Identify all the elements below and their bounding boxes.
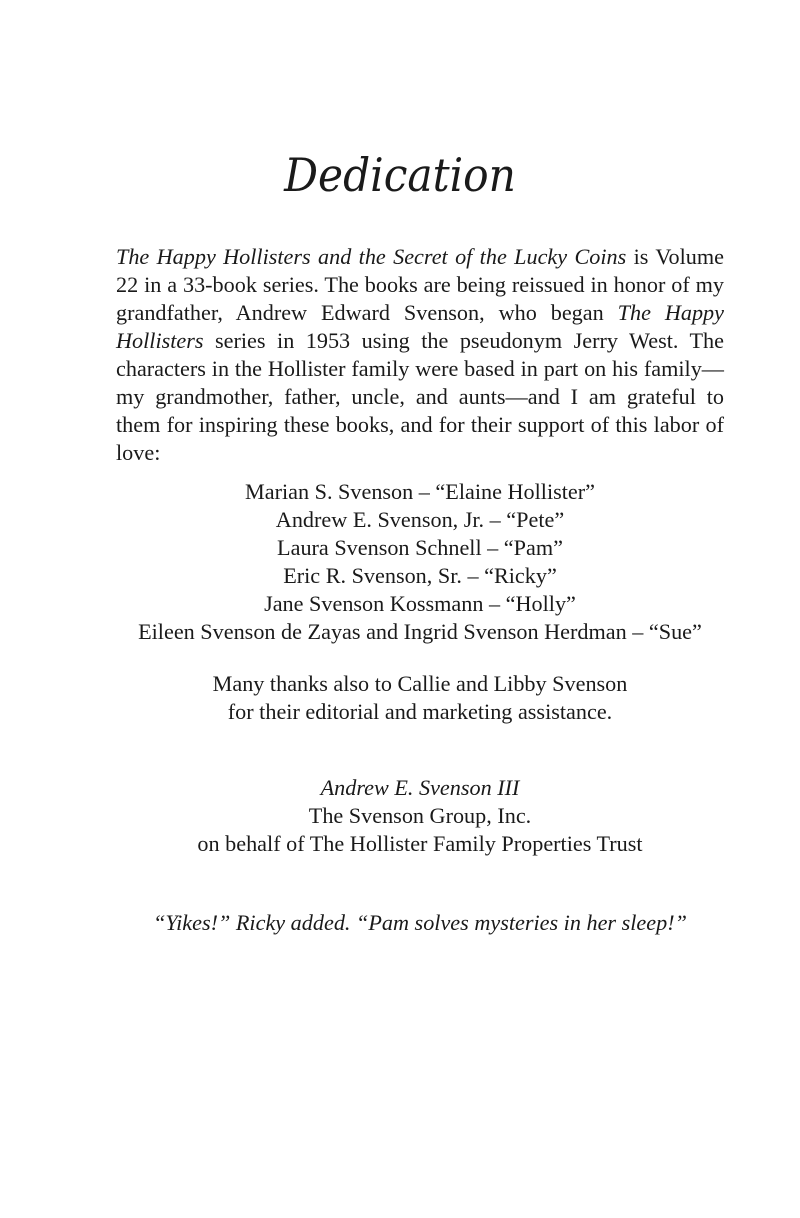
family-member: Eric R. Svenson, Sr. – “Ricky” — [283, 563, 557, 588]
intro-paragraph — [116, 243, 724, 467]
family-member: Laura Svenson Schnell – “Pam” — [277, 535, 563, 560]
signature-block — [0, 774, 800, 858]
page-title: Dedication — [284, 148, 516, 202]
series-title: The Happy Hollisters — [116, 300, 724, 353]
family-list — [0, 478, 800, 646]
book-title: The Happy Hollisters and the Secret of the Lucky Coins — [116, 244, 627, 269]
thanks-block — [0, 670, 800, 726]
family-member: Jane Svenson Kossmann – “Holly” — [264, 591, 576, 616]
thanks-line: for their editorial and marketing assistance. — [227, 699, 613, 724]
family-member: Andrew E. Svenson, Jr. – “Pete” — [275, 507, 565, 532]
signature-behalf: on behalf of The Hollister Family Properties Trust — [197, 831, 643, 856]
thanks-line: Many thanks also to Callie and Libby Svenson — [212, 671, 628, 696]
intro-text-part2: series in 1953 using the pseudonym Jerry West. The characters in the Hollister family were based in part on his family—my grandmother, father, uncle, and aunts—and I am grateful to them for inspiring these books, and for their support of this labor of love: — [116, 328, 724, 465]
closing-quote: “Yikes!” Ricky added. “Pam solves mysteries in her sleep!” — [153, 910, 687, 935]
intro-text-part1: is Volume 22 in a 33-book series. The books are being reissued in honor of my grandfather, Andrew Edward Svenson, who began — [116, 244, 724, 325]
signature-company: The Svenson Group, Inc. — [308, 803, 532, 828]
family-member: Marian S. Svenson – “Elaine Hollister” — [245, 479, 595, 504]
signature-name: Andrew E. Svenson III — [320, 775, 520, 800]
family-member: Eileen Svenson de Zayas and Ingrid Svenson Herdman – “Sue” — [138, 619, 702, 644]
